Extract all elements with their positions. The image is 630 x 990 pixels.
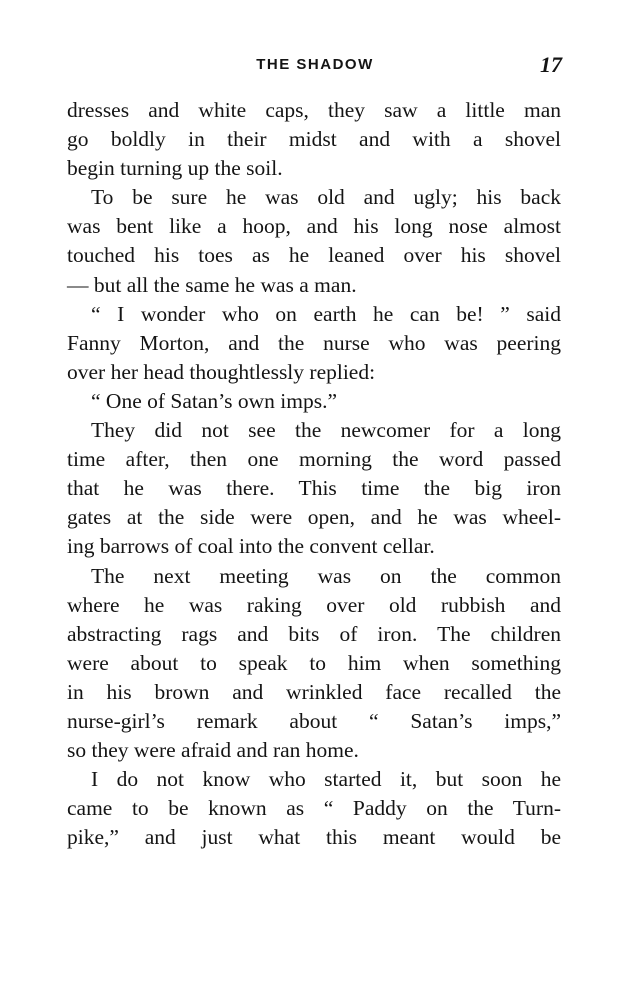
text-line: time after, then one morning the word passed (67, 447, 561, 472)
text-line: gates at the side were open, and he was wheel- (67, 505, 561, 530)
text-line: begin turning up the soil. (67, 156, 283, 181)
text-line: were about to speak to him when something (67, 650, 561, 675)
text-line: that he was there. This time the big iron (67, 476, 561, 501)
text-line: came to be known as “ Paddy on the Turn- (67, 796, 561, 821)
text-line: “ One of Satan’s own imps.” (91, 388, 338, 413)
page-number: 17 (540, 52, 562, 77)
text-line: ing barrows of coal into the convent cellar. (67, 534, 435, 559)
text-line: touched his toes as he leaned over his shovel (67, 243, 561, 268)
text-line: The next meeting was on the common (91, 563, 561, 588)
text-line: where he was raking over old rubbish and (67, 592, 561, 617)
text-line: abstracting rags and bits of iron. The children (67, 621, 561, 646)
text-line: Fanny Morton, and the nurse who was peering (67, 330, 561, 355)
body-text (67, 96, 561, 852)
text-line: pike,” and just what this meant would be (67, 825, 561, 850)
text-line: in his brown and wrinkled face recalled the (67, 679, 561, 704)
text-line: was bent like a hoop, and his long nose almost (67, 214, 561, 239)
text-line: go boldly in their midst and with a shovel (67, 127, 561, 152)
text-line: so they were afraid and ran home. (67, 738, 359, 763)
chapter-title: THE SHADOW (256, 56, 374, 73)
text-line: I do not know who started it, but soon he (91, 767, 561, 792)
text-line: They did not see the newcomer for a long (91, 418, 561, 443)
text-line: nurse-girl’s remark about “ Satan’s imps,” (67, 708, 561, 733)
text-line: over her head thoughtlessly replied: (67, 359, 376, 384)
text-line: dresses and white caps, they saw a little man (67, 98, 561, 122)
text-line: — but all the same he was a man. (67, 272, 357, 297)
running-head (0, 52, 630, 80)
text-line: “ I wonder who on earth he can be! ” said (91, 301, 561, 326)
text-line: To be sure he was old and ugly; his back (91, 185, 561, 210)
